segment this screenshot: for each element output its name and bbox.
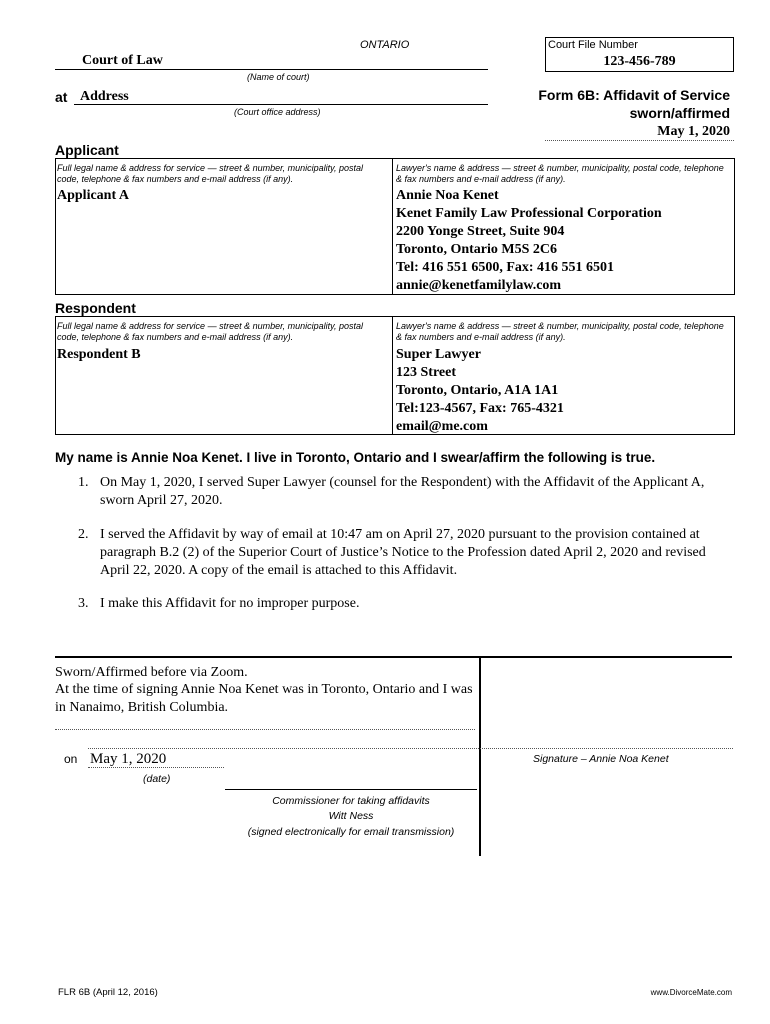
footer-form-id: FLR 6B (April 12, 2016) <box>58 987 158 998</box>
lawyer-line: Tel: 416 551 6500, Fax: 416 551 6501 <box>396 260 615 275</box>
lawyer-line: Super Lawyer <box>396 347 481 362</box>
paragraph-2 <box>78 526 738 580</box>
form-title-line2: sworn/affirmed <box>629 105 730 121</box>
lawyer-line: 2200 Yonge Street, Suite 904 <box>396 224 565 239</box>
lawyer-line: 123 Street <box>396 365 456 380</box>
court-name[interactable]: Court of Law <box>82 53 163 68</box>
sworn-divider <box>479 656 481 856</box>
respondent-lawyer-hint: Lawyer's name & address — street & number, municipality, postal code, telephone & fax numbers and e-mail address (if any). <box>396 321 724 342</box>
applicant-lawyer-block[interactable] <box>396 187 732 295</box>
applicant-party-hint: Full legal name & address for service — street & number, municipality, postal code, telephone & fax numbers and e-mail address (if any). <box>57 163 363 184</box>
lawyer-line: Annie Noa Kenet <box>396 188 499 203</box>
lawyer-line: Tel:123-4567, Fax: 765-4321 <box>396 401 564 416</box>
sworn-date-hint: (date) <box>143 773 171 785</box>
jurisdiction: ONTARIO <box>360 39 410 51</box>
signature-hint: Signature – Annie Noa Kenet <box>533 753 669 765</box>
paragraph-text: On May 1, 2020, I served Super Lawyer (counsel for the Respondent) with the Affidavit of the Applicant A, sworn April 27, 2020. <box>100 475 705 508</box>
court-name-line <box>55 69 488 70</box>
court-file-number[interactable]: 123-456-789 <box>603 54 676 69</box>
commissioner-name: Witt Ness <box>328 810 374 822</box>
commissioner-hint: Commissioner for taking affidavits <box>272 795 430 807</box>
sworn-line-2: At the time of signing Annie Noa Kenet was in Toronto, Ontario and I was in Nanaimo, British Columbia. <box>55 682 473 715</box>
applicant-heading: Applicant <box>55 142 119 158</box>
lawyer-line: annie@kenetfamilylaw.com <box>396 278 562 293</box>
respondent-divider <box>392 316 393 435</box>
lawyer-line: Kenet Family Law Professional Corporation <box>396 206 662 221</box>
court-name-hint: (Name of court) <box>247 72 310 82</box>
sworn-date-line <box>88 767 224 768</box>
applicant-lawyer-hint: Lawyer's name & address — street & number, municipality, postal code, telephone & fax numbers and e-mail address (if any). <box>396 163 724 184</box>
paragraph-3 <box>78 595 738 613</box>
court-address-hint: (Court office address) <box>234 107 321 117</box>
commissioner-line <box>225 789 477 790</box>
form-title-line1: Form 6B: Affidavit of Service <box>538 87 730 103</box>
paragraph-text: I served the Affidavit by way of email at 10:47 am on April 27, 2020 pursuant to the provision contained at paragraph B.2 (2) of the Superior Court of Justice’s Notice to the Profession dated April 2, 2020 and revised April 22, 2020. A copy of the email is attached to this Affidavit. <box>100 527 706 578</box>
footer-website: www.DivorceMate.com <box>650 988 732 997</box>
court-file-label: Court File Number <box>548 39 638 51</box>
sworn-text-line <box>55 729 475 730</box>
lawyer-line: Toronto, Ontario, A1A 1A1 <box>396 383 559 398</box>
deponent-statement: My name is Annie Noa Kenet. I live in Toronto, Ontario and I swear/affirm the following is true. <box>55 450 656 465</box>
applicant-party-name[interactable]: Applicant A <box>57 188 129 203</box>
signature-line <box>88 748 733 749</box>
paragraph-1 <box>78 474 738 510</box>
form-date-line <box>545 140 734 141</box>
court-address-line <box>74 104 488 105</box>
form-date[interactable]: May 1, 2020 <box>657 124 730 139</box>
at-label: at <box>55 89 68 105</box>
paragraph-text: I make this Affidavit for no improper purpose. <box>100 596 360 611</box>
on-label: on <box>64 752 78 766</box>
paragraph-number: 1. <box>78 475 89 490</box>
signed-electronically-note: (signed electronically for email transmission) <box>247 826 455 838</box>
respondent-party-name[interactable]: Respondent B <box>57 347 141 362</box>
court-address[interactable]: Address <box>80 89 129 104</box>
respondent-lawyer-block[interactable] <box>396 346 732 436</box>
lawyer-line: email@me.com <box>396 419 488 434</box>
respondent-party-hint: Full legal name & address for service — street & number, municipality, postal code, telephone & fax numbers and e-mail address (if any). <box>57 321 363 342</box>
sworn-top-rule <box>55 656 732 658</box>
lawyer-line: Toronto, Ontario M5S 2C6 <box>396 242 558 257</box>
sworn-line-1: Sworn/Affirmed before via Zoom. <box>55 665 248 680</box>
paragraph-number: 2. <box>78 527 89 542</box>
applicant-divider <box>392 158 393 295</box>
paragraph-number: 3. <box>78 596 89 611</box>
respondent-heading: Respondent <box>55 300 136 316</box>
sworn-date[interactable]: May 1, 2020 <box>90 751 167 767</box>
